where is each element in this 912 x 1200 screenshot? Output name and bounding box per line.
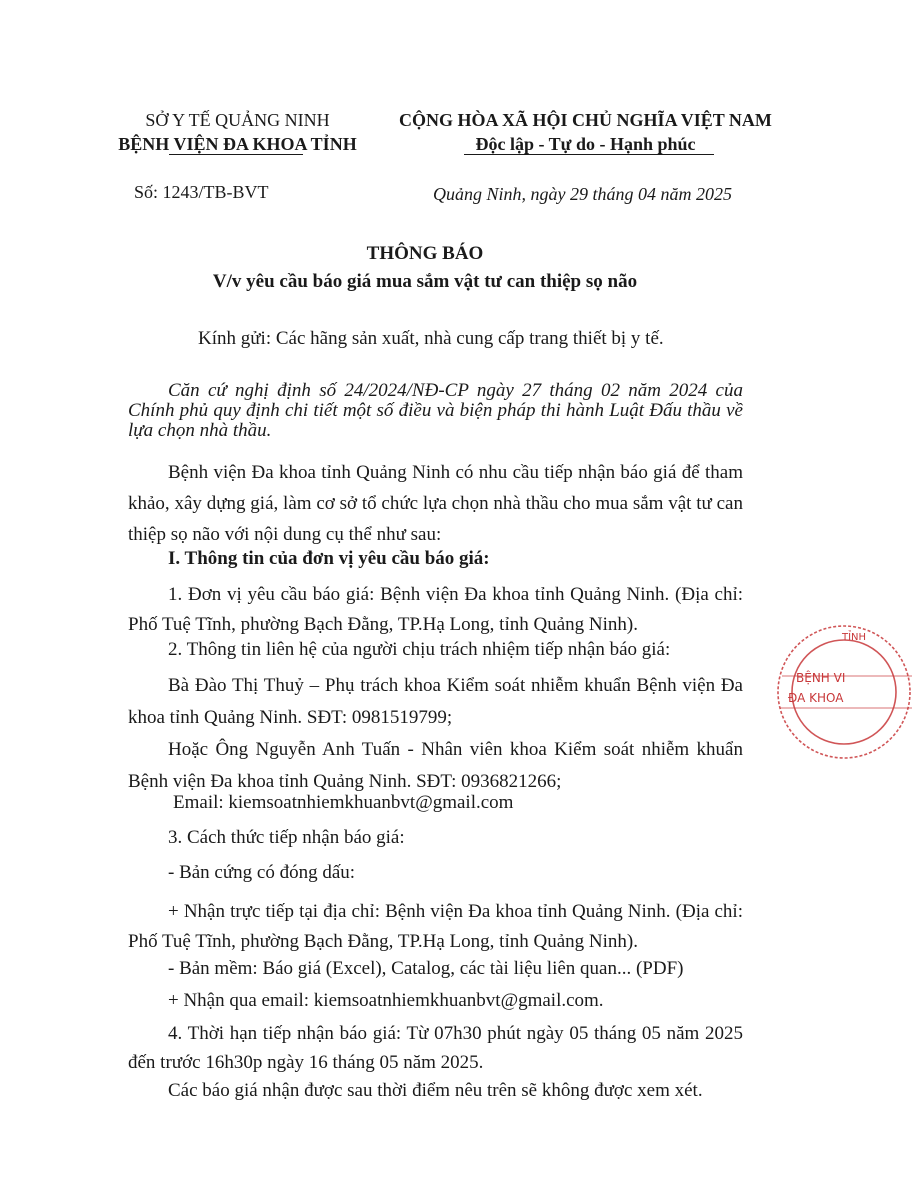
place-date: Quảng Ninh, ngày 29 tháng 04 năm 2025	[433, 184, 732, 204]
doc-title: THÔNG BÁO	[366, 243, 484, 264]
stamp-line-1: BỆNH VI	[796, 671, 846, 685]
recipient-line: Kính gửi: Các hãng sản xuất, nhà cung cấp trang thiết bị y tế.	[198, 328, 664, 349]
late-note: Các báo giá nhận được sau thời điểm nêu trên sẽ không được xem xét.	[168, 1080, 703, 1101]
soft-copy-detail: + Nhận qua email: kiemsoatnhiemkhuanbvt@gmail.com.	[168, 990, 604, 1011]
stamp-line-2: ĐA KHOA	[788, 691, 844, 705]
country-name: CỘNG HÒA XÃ HỘI CHỦ NGHĨA VIỆT NAM	[399, 110, 772, 130]
contact-1: Bà Đào Thị Thuỷ – Phụ trách khoa Kiểm soát nhiễm khuẩn Bệnh viện Đa khoa tỉnh Quảng Ninh. SĐT: 0981519799;	[128, 675, 743, 728]
intro-paragraph: Bệnh viện Đa khoa tỉnh Quảng Ninh có nhu cầu tiếp nhận báo giá để tham khảo, xây dựng giá, làm cơ sở tổ chức lựa chọn nhà thầu cho mua sắm vật tư can thiệp sọ não với nội dung cụ thể như sau:	[128, 462, 743, 545]
contact-email: Email: kiemsoatnhiemkhuanbvt@gmail.com	[173, 792, 514, 813]
official-seal-stamp	[762, 620, 912, 770]
section-1-heading: I. Thông tin của đơn vị yêu cầu báo giá:	[168, 548, 490, 569]
org-parent: SỞ Y TẾ QUẢNG NINH	[145, 110, 330, 130]
header-left	[70, 108, 405, 156]
item-1: 1. Đơn vị yêu cầu báo giá: Bệnh viện Đa khoa tỉnh Quảng Ninh. (Địa chỉ: Phố Tuệ Tĩnh, phường Bạch Đằng, TP.Hạ Long, tỉnh Quảng Ninh).	[128, 584, 743, 635]
legal-basis: Căn cứ nghị định số 24/2024/NĐ-CP ngày 27 tháng 02 năm 2024 của Chính phủ quy định chi tiết một số điều và biện pháp thi hành Luật Đấu thầu về lựa chọn nhà thầu.	[128, 380, 743, 441]
org-name: BỆNH VIỆN ĐA KHOA TỈNH	[118, 134, 357, 154]
item-2: 2. Thông tin liên hệ của người chịu trách nhiệm tiếp nhận báo giá:	[168, 639, 671, 660]
item-4: 4. Thời hạn tiếp nhận báo giá: Từ 07h30 phút ngày 05 tháng 05 năm 2025 đến trước 16h30p ngày 16 tháng 05 năm 2025.	[128, 1023, 743, 1073]
contact-2: Hoặc Ông Nguyễn Anh Tuấn - Nhân viên khoa Kiểm soát nhiễm khuẩn Bệnh viện Đa khoa tỉnh Quảng Ninh. SĐT: 0936821266;	[128, 739, 743, 792]
org-underline	[169, 154, 303, 155]
doc-subject: V/v yêu cầu báo giá mua sắm vật tư can thiệp sọ não	[212, 271, 638, 292]
hard-copy-label: - Bản cứng có đóng dấu:	[168, 862, 356, 883]
hard-copy-detail: + Nhận trực tiếp tại địa chỉ: Bệnh viện Đa khoa tỉnh Quảng Ninh. (Địa chỉ: Phố Tuệ Tĩnh, phường Bạch Đằng, TP.Hạ Long, tỉnh Quảng Ninh).	[128, 901, 743, 952]
item-3: 3. Cách thức tiếp nhận báo giá:	[168, 827, 405, 848]
stamp-top-text: TỈNH	[842, 632, 867, 643]
doc-number: Số: 1243/TB-BVT	[134, 182, 269, 202]
national-motto: Độc lập - Tự do - Hạnh phúc	[475, 134, 696, 154]
header-right	[358, 108, 813, 156]
soft-copy-label: - Bản mềm: Báo giá (Excel), Catalog, các tài liệu liên quan... (PDF)	[168, 958, 684, 979]
motto-underline	[464, 154, 714, 155]
